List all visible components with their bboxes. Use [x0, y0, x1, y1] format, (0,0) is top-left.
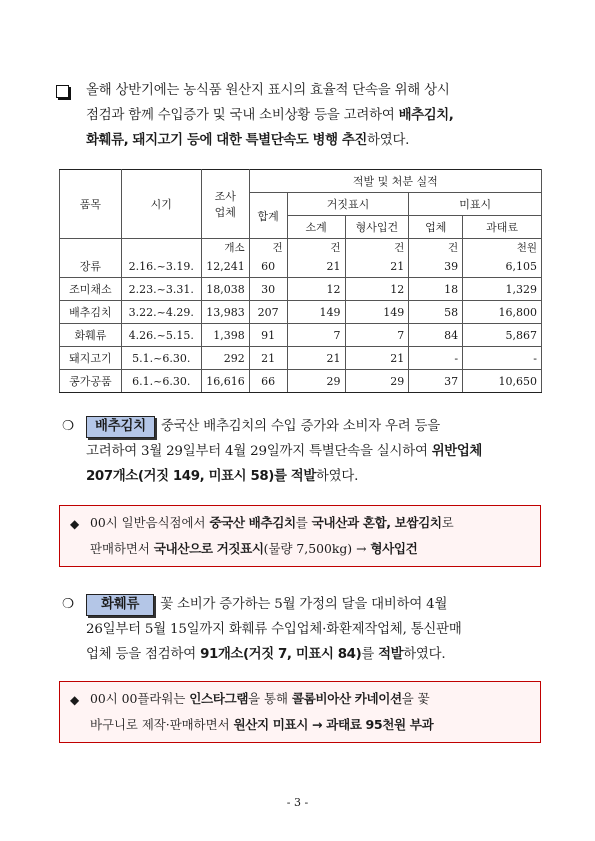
cell-fine: 6,105 [463, 255, 542, 278]
kimchi-line-3: 207개소(거짓 149, 미표시 58)를 적발하였다. [86, 469, 359, 484]
kimchi-case-line-2: 판매하면서 국내산으로 거짓표시(물량 7,500kg) → 형사입건 [90, 541, 418, 556]
cell-total: 91 [249, 324, 287, 347]
cell-period: 5.1.~6.30. [121, 347, 201, 370]
intro-line-1: 올해 상반기에는 농식품 원산지 표시의 효율적 단속을 위해 상시 [86, 83, 450, 98]
cell-subtotal: 7 [287, 324, 345, 347]
diamond-bullet-icon: ◆ [70, 517, 80, 531]
cell-fine: 5,867 [463, 324, 542, 347]
intro-paragraph [56, 78, 556, 153]
cell-surveyed: 292 [201, 347, 249, 370]
cell-total: 21 [249, 347, 287, 370]
cell-period: 2.23.~3.31. [121, 278, 201, 301]
checkbox-bullet-icon [56, 78, 69, 107]
header-item: 품목 [60, 170, 122, 239]
cell-item: 장류 [60, 255, 122, 278]
cell-period: 3.22.~4.29. [121, 301, 201, 324]
section-tag-flower: 화훼류 [86, 594, 154, 616]
unit-cell: 천원 [463, 239, 542, 256]
cell-fine: 16,800 [463, 301, 542, 324]
cell-subtotal: 29 [287, 370, 345, 393]
cell-total: 66 [249, 370, 287, 393]
table-row [60, 278, 542, 301]
cell-companies: 37 [409, 370, 463, 393]
cell-companies: 58 [409, 301, 463, 324]
intro-line-2: 점검과 함께 수입증가 및 국내 소비상황 등을 고려하여 배추김치, [86, 108, 454, 123]
header-companies: 업체 [409, 216, 463, 239]
units-row [60, 239, 542, 256]
section-tag-kimchi: 배추김치 [86, 416, 155, 438]
cell-item: 배추김치 [60, 301, 122, 324]
kimchi-line-2: 고려하여 3월 29일부터 4월 29일까지 특별단속을 실시하여 위반업체 [86, 444, 482, 459]
kimchi-case-line-1: 00시 일반음식점에서 중국산 배추김치를 국내산과 혼합, 보쌈김치로 [90, 515, 454, 530]
header-total: 합계 [249, 193, 287, 239]
flower-case-line-1: 00시 00플라워는 인스타그램을 통해 콜롬비아산 카네이션을 꽃 [90, 691, 430, 706]
cell-criminal: 21 [345, 347, 409, 370]
kimchi-case-box [59, 505, 541, 567]
unit-cell: 건 [249, 239, 287, 256]
flower-line-3: 업체 등을 점검하여 91개소(거짓 7, 미표시 84)를 적발하였다. [86, 647, 446, 662]
diamond-bullet-icon: ◆ [70, 693, 80, 707]
flower-case-line-2: 바구니로 제작·판매하면서 원산지 미표시 → 과태료 95천원 부과 [90, 717, 434, 732]
cell-subtotal: 149 [287, 301, 345, 324]
cell-surveyed: 12,241 [201, 255, 249, 278]
cell-period: 6.1.~6.30. [121, 370, 201, 393]
header-unlabeled: 미표시 [409, 193, 542, 216]
unit-cell: 건 [287, 239, 345, 256]
cell-total: 60 [249, 255, 287, 278]
header-results: 적발 및 처분 실적 [249, 170, 541, 193]
cell-total: 30 [249, 278, 287, 301]
cell-criminal: 29 [345, 370, 409, 393]
circle-bullet-icon: ❍ [62, 419, 74, 434]
cell-subtotal: 21 [287, 347, 345, 370]
table-row [60, 301, 542, 324]
cell-period: 4.26.~5.15. [121, 324, 201, 347]
header-surveyed: 조사 업체 [201, 170, 249, 239]
cell-surveyed: 18,038 [201, 278, 249, 301]
header-criminal: 형사입건 [345, 216, 409, 239]
flower-case-box [59, 681, 541, 743]
header-fine: 과태료 [463, 216, 542, 239]
cell-surveyed: 1,398 [201, 324, 249, 347]
kimchi-line-1: 배추김치 중국산 배추김치의 수입 증가와 소비자 우려 등을 [86, 414, 544, 439]
header-period: 시기 [121, 170, 201, 239]
cell-companies: - [409, 347, 463, 370]
cell-total: 207 [249, 301, 287, 324]
cell-subtotal: 12 [287, 278, 345, 301]
cell-criminal: 149 [345, 301, 409, 324]
cell-item: 콩가공품 [60, 370, 122, 393]
cell-criminal: 7 [345, 324, 409, 347]
flower-line-1: 화훼류 꽃 소비가 증가하는 5월 가정의 달을 대비하여 4월 [86, 592, 544, 617]
cell-fine: 10,650 [463, 370, 542, 393]
cell-criminal: 12 [345, 278, 409, 301]
cell-fine: - [463, 347, 542, 370]
circle-bullet-icon: ❍ [62, 597, 74, 612]
cell-companies: 18 [409, 278, 463, 301]
cell-item: 돼지고기 [60, 347, 122, 370]
table-row [60, 347, 542, 370]
page-number: - 3 - [286, 796, 309, 809]
cell-item: 화훼류 [60, 324, 122, 347]
table-row [60, 255, 542, 278]
unit-cell: 건 [409, 239, 463, 256]
cell-item: 조미채소 [60, 278, 122, 301]
enforcement-results-table [59, 169, 542, 393]
cell-companies: 84 [409, 324, 463, 347]
kimchi-paragraph [62, 414, 544, 489]
header-false-label: 거짓표시 [287, 193, 409, 216]
table-row [60, 370, 542, 393]
header-subtotal: 소계 [287, 216, 345, 239]
flower-paragraph [62, 592, 544, 667]
cell-criminal: 21 [345, 255, 409, 278]
table-row [60, 324, 542, 347]
cell-companies: 39 [409, 255, 463, 278]
cell-fine: 1,329 [463, 278, 542, 301]
flower-line-2: 26일부터 5월 15일까지 화훼류 수입업체·화환제작업체, 통신판매 [86, 622, 462, 637]
cell-subtotal: 21 [287, 255, 345, 278]
intro-line-3: 화훼류, 돼지고기 등에 대한 특별단속도 병행 추진하였다. [86, 133, 410, 148]
unit-cell: 건 [345, 239, 409, 256]
cell-surveyed: 13,983 [201, 301, 249, 324]
unit-cell: 개소 [201, 239, 249, 256]
cell-surveyed: 16,616 [201, 370, 249, 393]
cell-period: 2.16.~3.19. [121, 255, 201, 278]
